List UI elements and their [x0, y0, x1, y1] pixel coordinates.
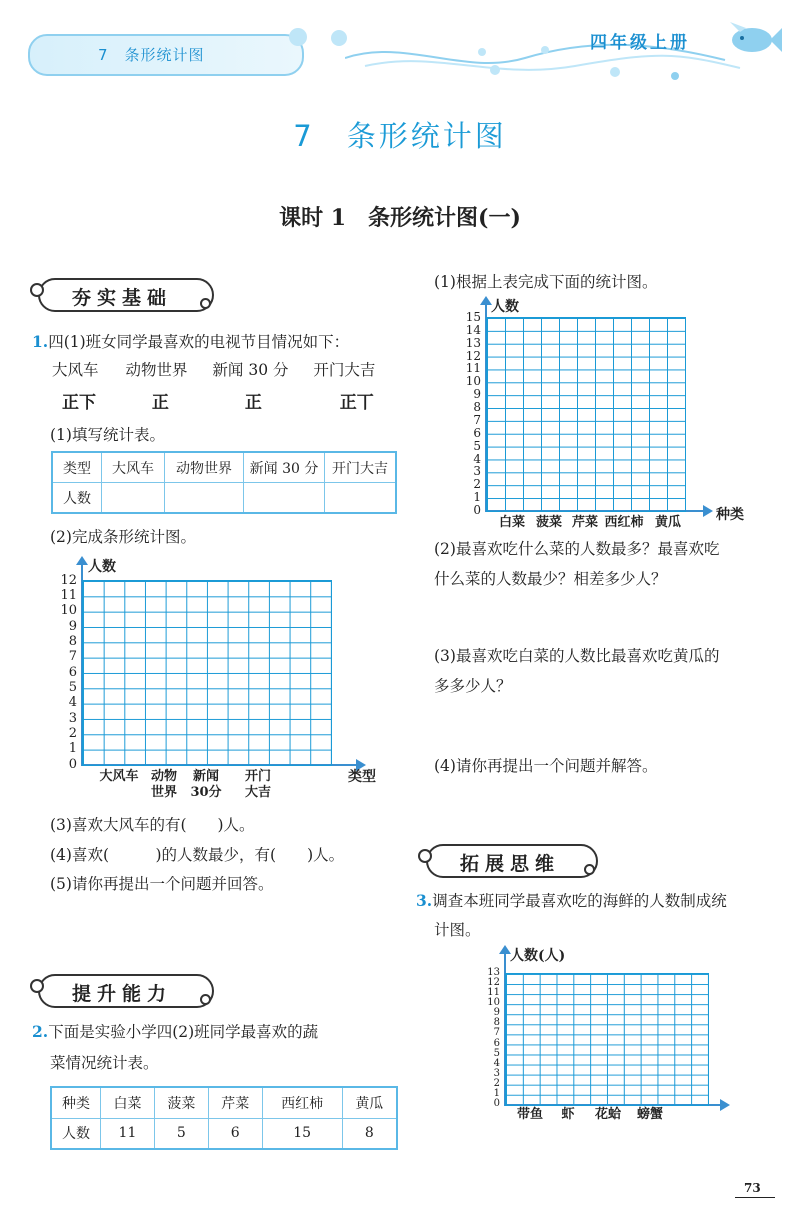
q1-intro-text: 四(1)班女同学最喜欢的电视节目情况如下： — [48, 333, 350, 351]
table-row — [51, 1118, 397, 1149]
q2-line1-text: 下面是实验小学四(2)班同学最喜欢的蔬 — [48, 1023, 319, 1041]
page-number: 73 — [744, 1181, 761, 1195]
q2-line1 — [32, 1017, 318, 1047]
badge-dot-icon — [30, 283, 44, 297]
y-tick-label: 13 — [487, 966, 500, 978]
program-name: 动物世界 — [125, 361, 188, 379]
table-row — [52, 483, 396, 514]
chart1-category: 大风车 — [99, 769, 139, 784]
chart3-y-title: 人数(人) — [510, 948, 566, 964]
y-tick-label: 0 — [68, 756, 77, 772]
y-tick-label: 13 — [465, 335, 481, 350]
table-cell: 大风车 — [102, 452, 165, 483]
y-tick-label: 0 — [493, 1098, 500, 1109]
y-tick-label: 5 — [473, 438, 481, 453]
chapter-title: 7 条形统计图 — [293, 119, 507, 153]
tally-mark: 正下 — [62, 393, 96, 413]
q2-line2: 菜情况统计表。 — [50, 1054, 159, 1072]
chart1-category: 开门 大吉 — [244, 769, 271, 800]
answer-cell[interactable] — [102, 483, 165, 514]
chart3-category: 虾 — [561, 1107, 575, 1122]
table-cell: 白菜 — [101, 1087, 155, 1118]
program-name: 开门大吉 — [313, 361, 376, 379]
lesson-title: 课时 1 条形统计图(一) — [279, 205, 521, 231]
q2-part3-line1: (3)最喜欢吃白菜的人数比最喜欢吃黄瓜的 — [434, 647, 720, 665]
y-tick-label: 4 — [68, 695, 77, 711]
table-cell: 6 — [208, 1118, 262, 1149]
q3-number: 3. — [416, 891, 433, 910]
q2-part2-line2: 什么菜的人数最少？相差多少人？ — [434, 570, 667, 588]
badge-dot-icon — [30, 979, 44, 993]
chart3-category: 花蛤 — [594, 1107, 621, 1122]
y-tick-label: 11 — [487, 987, 500, 999]
chart2-category: 菠菜 — [535, 515, 562, 530]
y-tick-label: 10 — [465, 374, 481, 389]
q1-part4: (4)喜欢( )的人数最少，有( )人。 — [50, 846, 345, 864]
chart2-x-title: 种类 — [716, 507, 744, 523]
chart1-grid[interactable] — [82, 580, 332, 766]
section-title-improve: 提升能力 — [72, 983, 173, 1005]
y-tick-label: 7 — [473, 412, 481, 427]
y-tick-label: 14 — [465, 322, 481, 337]
section-title-extend: 拓展思维 — [460, 853, 561, 875]
chart3-category: 螃蟹 — [636, 1107, 663, 1122]
answer-cell[interactable] — [244, 483, 325, 514]
program-name: 大风车 — [52, 361, 99, 379]
y-tick-label: 3 — [473, 464, 481, 479]
y-tick-label: 1 — [68, 741, 77, 757]
y-tick-label: 8 — [493, 1017, 500, 1029]
chart2-category: 黄瓜 — [654, 515, 681, 530]
y-tick-label: 2 — [68, 725, 77, 741]
table-cell: 菠菜 — [154, 1087, 208, 1118]
y-tick-label: 12 — [487, 977, 500, 989]
table-row — [51, 1087, 397, 1118]
table-cell: 黄瓜 — [342, 1087, 397, 1118]
y-tick-label: 3 — [68, 710, 77, 726]
y-tick-label: 10 — [487, 997, 500, 1009]
table-cell: 西红柿 — [262, 1087, 342, 1118]
badge-dot-icon — [200, 994, 211, 1005]
y-tick-label: 3 — [493, 1067, 500, 1079]
q2-table — [50, 1086, 398, 1150]
table-cell: 种类 — [51, 1087, 101, 1118]
table-cell: 芹菜 — [208, 1087, 262, 1118]
badge-dot-icon — [200, 298, 211, 309]
y-tick-label: 6 — [68, 664, 77, 680]
y-tick-label: 15 — [465, 309, 481, 324]
bubble-decoration — [289, 28, 307, 46]
answer-cell[interactable] — [325, 483, 397, 514]
answer-cell[interactable] — [165, 483, 244, 514]
q2-number: 2. — [32, 1022, 49, 1041]
y-tick-label: 7 — [68, 649, 77, 665]
table-cell: 15 — [262, 1118, 342, 1149]
y-tick-label: 11 — [465, 361, 481, 376]
chart1-category: 新闻 30分 — [190, 769, 222, 800]
tally-mark: 正丅 — [339, 393, 374, 413]
q1-programs — [52, 355, 375, 385]
tally-mark: 正 — [151, 393, 169, 413]
y-tick-label: 2 — [473, 477, 481, 492]
table-cell: 动物世界 — [165, 452, 244, 483]
y-tick-label: 12 — [60, 572, 77, 588]
q2-part3-line2: 多多少人？ — [434, 677, 512, 695]
y-tick-label: 2 — [493, 1077, 500, 1089]
grade-label: 四年级上册 — [590, 33, 690, 53]
chart2-grid[interactable] — [486, 317, 686, 512]
y-arrow-icon — [479, 296, 493, 306]
chart1-x-title: 类型 — [348, 769, 376, 785]
y-tick-label: 8 — [473, 400, 481, 415]
header-chapter-label: 7 条形统计图 — [98, 46, 205, 64]
program-name: 新闻 30 分 — [212, 361, 289, 379]
x-arrow-icon — [703, 505, 713, 517]
q3-line1 — [416, 886, 727, 916]
y-tick-label: 8 — [68, 633, 77, 649]
y-tick-label: 6 — [493, 1037, 500, 1049]
y-tick-label: 6 — [473, 425, 481, 440]
q1-table — [51, 451, 397, 514]
chart2-category: 芹菜 — [571, 515, 598, 530]
q2-part1: (1)根据上表完成下面的统计图。 — [434, 273, 658, 291]
tally-mark: 正 — [244, 393, 262, 413]
table-cell: 开门大吉 — [325, 452, 397, 483]
x-arrow-icon — [720, 1099, 730, 1111]
y-arrow-icon — [498, 945, 512, 955]
q1-tallies — [62, 388, 374, 418]
table-cell: 类型 — [52, 452, 102, 483]
y-tick-label: 0 — [473, 503, 481, 517]
badge-dot-icon — [418, 849, 432, 863]
y-tick-label: 4 — [473, 451, 481, 466]
chart3-grid[interactable] — [505, 973, 709, 1106]
y-tick-label: 11 — [60, 587, 77, 603]
y-arrow-icon — [75, 556, 89, 566]
y-tick-label: 9 — [473, 387, 481, 402]
fish-icon — [722, 18, 784, 58]
table-row — [52, 452, 396, 483]
chart3-category: 带鱼 — [516, 1107, 543, 1122]
badge-dot-icon — [584, 864, 595, 875]
table-cell: 人数 — [52, 483, 102, 514]
y-tick-label: 10 — [60, 603, 77, 619]
q1-intro — [32, 327, 349, 357]
chart2-category: 西红柿 — [604, 515, 644, 530]
table-cell: 11 — [101, 1118, 155, 1149]
y-tick-label: 1 — [473, 490, 481, 505]
q3-line1-text: 调查本班同学最喜欢吃的海鲜的人数制成统 — [432, 892, 727, 910]
chart1-y-title: 人数 — [88, 559, 116, 575]
q1-number: 1. — [32, 332, 49, 351]
table-cell: 5 — [154, 1118, 208, 1149]
y-tick-label: 12 — [465, 348, 481, 363]
y-tick-label: 1 — [493, 1087, 500, 1099]
chart2-category: 白菜 — [498, 515, 525, 530]
table-cell: 8 — [342, 1118, 397, 1149]
y-tick-label: 9 — [493, 1007, 500, 1019]
q3-line2: 计图。 — [434, 921, 481, 939]
y-tick-label: 5 — [493, 1047, 500, 1059]
chart1-category: 动物 世界 — [150, 769, 177, 800]
y-tick-label: 7 — [493, 1027, 500, 1039]
q1-part3: (3)喜欢大风车的有( )人。 — [50, 816, 255, 834]
y-tick-label: 5 — [68, 679, 77, 695]
section-title-basics: 夯实基础 — [72, 287, 173, 309]
y-tick-label: 4 — [493, 1057, 500, 1069]
y-tick-label: 9 — [68, 618, 77, 634]
q1-part1: (1)填写统计表。 — [50, 426, 165, 444]
q2-part2-line1: (2)最喜欢吃什么菜的人数最多？最喜欢吃 — [434, 540, 720, 558]
q2-part4: (4)请你再提出一个问题并解答。 — [434, 757, 658, 775]
page-number-rule — [735, 1197, 775, 1198]
q1-part2: (2)完成条形统计图。 — [50, 528, 196, 546]
chart2-y-title: 人数 — [491, 299, 519, 315]
table-cell: 新闻 30 分 — [244, 452, 325, 483]
table-cell: 人数 — [51, 1118, 101, 1149]
q1-part5: (5)请你再提出一个问题并回答。 — [50, 875, 274, 893]
